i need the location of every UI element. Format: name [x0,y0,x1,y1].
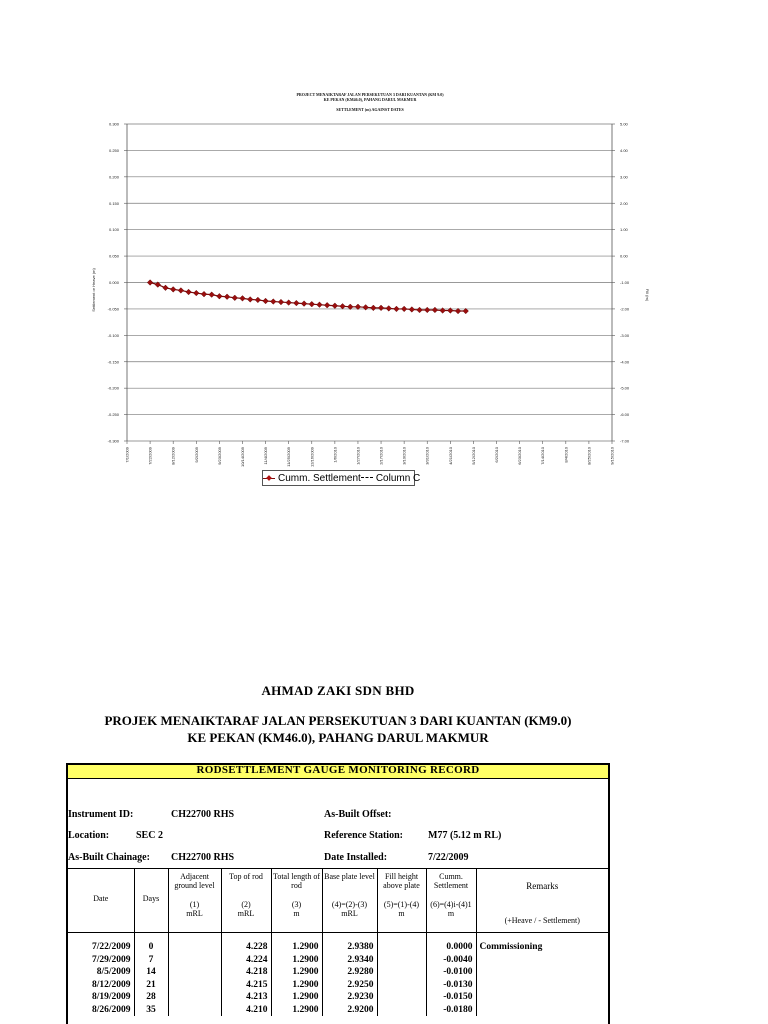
cell-fill [377,1004,426,1017]
data-point-marker [294,300,300,306]
x-tick-label: 9/15/2010 [609,447,615,465]
y-tick-label: -0.300 [107,438,119,444]
cell-days: 35 [134,1004,168,1017]
cell-date: 8/26/2009 [68,1004,134,1017]
y2-tick-label: 2.00 [620,200,628,206]
location-label: Location: [68,830,110,841]
column-header-unit: (+Heave / - Settlement) [504,916,580,925]
record-title: RODSETTLEMENT GAUGE MONITORING RECORD [68,765,608,779]
x-tick-label: 8/4/2010 [563,447,569,463]
data-point-marker [278,299,284,305]
y2-tick-label: -5.00 [620,385,630,391]
offset-label: As-Built Offset: [324,809,392,820]
y2-tick-label: 4.00 [620,147,628,153]
data-point-marker [324,302,330,308]
column-header-title: Remarks [526,881,559,891]
cell-fill [377,991,426,1004]
data-point-marker [394,306,400,312]
y2-tick-label: -4.00 [620,359,630,365]
data-point-marker [409,307,415,313]
cell-base: 2.9380 [322,933,377,954]
cell-date: 8/19/2009 [68,991,134,1004]
chainage-value: CH22700 RHS [171,852,235,863]
cell-days: 21 [134,979,168,992]
data-point-marker [147,280,153,286]
x-tick-label: 1/27/2010 [355,447,361,465]
x-tick-label: 9/2/2009 [193,447,199,463]
column-header-unit: (3) m [291,900,302,918]
x-tick-label: 7/1/2009 [124,447,130,463]
x-tick-label: 12/16/2009 [309,447,315,468]
reference-station-value: M77 (5.12 m RL) [428,830,502,841]
cell-length: 1.2900 [271,991,322,1004]
y2-tick-label: -1.00 [620,280,630,285]
x-tick-label: 8/25/2010 [586,447,592,465]
x-tick-label: 11/4/2009 [263,447,269,465]
x-tick-label: 9/23/2009 [216,447,222,465]
cell-remark [476,954,608,967]
data-point-marker [432,307,438,313]
chainage-label: As-Built Chainage: [68,852,150,863]
column-header-unit: (2) mRL [237,900,255,918]
instrument-id-label: Instrument ID: [68,809,134,820]
cell-fill [377,933,426,954]
date-installed-label: Date Installed: [324,852,388,863]
column-header [134,869,168,933]
cell-date: 8/5/2009 [68,966,134,979]
cell-remark [476,1004,608,1017]
column-header [322,869,377,933]
table-row [68,979,608,992]
cell-date: 7/29/2009 [68,954,134,967]
data-point-marker [363,305,369,311]
project-title-line1: PROJEK MENAIKTARAF JALAN PERSEKUTUAN 3 DARI KUANTAN (KM9.0) [104,713,572,728]
data-point-marker [255,297,261,303]
x-tick-label: 5/12/2010 [470,447,476,465]
y-tick-label: 0.150 [108,200,119,206]
column-header-title: Top of rod [229,872,263,881]
readings-table [68,869,608,1016]
cell-length: 1.2900 [271,966,322,979]
data-point-marker [317,302,323,308]
y2-tick-label: -6.00 [620,412,630,418]
cell-ground [168,1004,221,1017]
cell-settle: -0.0130 [426,979,476,992]
table-row [68,991,608,1004]
column-header-unit: (5)=(1)-(4) m [383,900,420,918]
column-header [476,869,608,933]
y-tick-label: -0.250 [107,412,119,418]
y2-axis-label: Fill (m) [645,288,650,302]
cell-base: 2.9280 [322,966,377,979]
cell-settle: 0.0000 [426,933,476,954]
cell-top: 4.224 [221,954,271,967]
y2-tick-label: -2.00 [620,306,630,312]
x-tick-label: 3/31/2010 [424,447,430,465]
cell-base: 2.9250 [322,979,377,992]
y-tick-label: 0.050 [108,253,119,259]
monitoring-record [66,763,610,1024]
y-tick-label: 0.100 [108,227,119,233]
date-installed-value: 7/22/2009 [428,852,469,863]
settlement-chart [0,0,768,470]
y2-tick-label: 1.00 [620,227,628,233]
data-point-marker [232,295,238,301]
table-row [68,966,608,979]
x-tick-label: 8/12/2009 [170,447,176,465]
cell-top: 4.215 [221,979,271,992]
column-header [68,869,134,933]
column-header-title: Days [142,894,160,903]
cell-top: 4.210 [221,1004,271,1017]
column-header-title: Adjacent ground level [174,872,215,890]
x-tick-label: 7/14/2010 [540,447,546,465]
cell-ground [168,933,221,954]
instrument-id-value: CH22700 RHS [171,809,235,820]
data-point-marker [178,288,184,294]
table-row [68,933,608,954]
cell-length: 1.2900 [271,1004,322,1017]
data-point-marker [163,285,169,291]
reference-station-label: Reference Station: [324,830,403,841]
data-point-marker [309,301,315,307]
dashed-line-icon [361,477,373,479]
data-point-marker [417,307,423,313]
data-point-marker [217,293,223,299]
cell-ground [168,966,221,979]
y2-tick-label: 3.00 [620,174,628,180]
cell-settle: -0.0040 [426,954,476,967]
data-point-marker [371,305,377,311]
x-tick-label: 2/17/2010 [378,447,384,465]
column-header-title: Cumm. Settlement [433,872,469,890]
cell-date: 7/22/2009 [68,933,134,954]
column-header-unit: (1) mRL [186,900,203,918]
cell-base: 2.9230 [322,991,377,1004]
cell-top: 4.213 [221,991,271,1004]
data-point-marker [193,290,199,296]
cell-length: 1.2900 [271,933,322,954]
chart-title-line3: SETTLEMENT (m) AGAINST DATES [336,107,404,112]
data-point-marker [270,299,276,305]
column-header-title: Base plate level [324,872,375,881]
data-point-marker [301,301,307,307]
x-tick-label: 6/2/2010 [494,447,500,463]
y-tick-label: -0.150 [107,359,119,365]
x-tick-label: 4/21/2010 [447,447,453,465]
cell-ground [168,979,221,992]
y-tick-label: 0.000 [108,280,119,285]
data-point-marker [209,292,215,298]
data-point-marker [386,306,392,312]
data-point-marker [448,308,454,314]
data-point-marker [240,296,246,302]
y2-tick-label: -3.00 [620,332,630,338]
cell-date: 8/12/2009 [68,979,134,992]
legend-label-column-c: Column C [375,472,421,484]
data-point-marker [263,298,269,304]
x-tick-label: 6/23/2010 [517,447,523,465]
project-title-line2: KE PEKAN (KM46.0), PAHANG DARUL MAKMUR [187,730,489,745]
data-point-marker [401,306,407,312]
data-point-marker [424,307,430,313]
cell-length: 1.2900 [271,979,322,992]
legend-item-settlement [263,473,361,484]
diamond-marker-icon [263,475,275,481]
company-name: AHMAD ZAKI SDN BHD [261,683,415,698]
cell-top: 4.218 [221,966,271,979]
instrument-info [68,779,608,869]
y-tick-label: 0.200 [108,174,119,180]
cell-base: 2.9340 [322,954,377,967]
x-tick-label: 3/10/2010 [401,447,407,465]
column-header [377,869,426,933]
cell-ground [168,991,221,1004]
cell-days: 14 [134,966,168,979]
chart-title-line2: KE PEKAN (KM46.0), PAHANG DARUL MAKMUR [323,97,417,102]
cell-days: 7 [134,954,168,967]
y-tick-label: -0.050 [107,306,119,312]
cell-fill [377,954,426,967]
data-point-marker [224,294,230,300]
cell-remark [476,979,608,992]
x-tick-label: 1/6/2010 [332,447,338,463]
column-header-unit: (6)=(4)i-(4)1 m [430,900,472,918]
cell-ground [168,954,221,967]
chart-legend [262,470,421,486]
data-point-marker [332,303,338,309]
table-row [68,954,608,967]
data-point-marker [440,308,446,314]
y-axis-label: Settlement or Heave (m) [91,268,96,312]
y-tick-label: 0.300 [108,121,119,127]
data-point-marker [247,297,253,303]
cell-days: 0 [134,933,168,954]
cell-remark [476,991,608,1004]
column-header-title: Total length of rod [273,872,320,890]
x-tick-label: 11/25/2009 [286,447,292,467]
y-tick-label: -0.100 [107,332,119,338]
y2-tick-label: 0.00 [620,253,628,259]
column-header-title: Fill height above plate [383,872,420,890]
y-tick-label: -0.200 [107,385,119,391]
data-point-marker [201,291,207,297]
cell-days: 28 [134,991,168,1004]
data-point-marker [286,300,292,306]
column-header [426,869,476,933]
data-point-marker [170,287,176,293]
cell-remark: Commissioning [479,942,543,952]
data-point-marker [378,305,384,311]
y2-tick-label: -7.00 [620,438,630,444]
column-header [168,869,221,933]
cell-top: 4.228 [221,933,271,954]
cell-settle: -0.0100 [426,966,476,979]
x-tick-label: 7/22/2009 [147,447,153,465]
legend-item-column-c [361,473,420,484]
cell-remark [476,966,608,979]
cell-fill [377,979,426,992]
table-header-row [68,869,608,933]
column-header-unit: (4)=(2)-(3) mRL [331,900,368,918]
location-value: SEC 2 [136,830,163,841]
column-header [221,869,271,933]
data-point-marker [340,303,346,309]
legend-label-settlement: Cumm. Settlement [278,472,361,484]
data-point-marker [186,289,192,295]
cell-length: 1.2900 [271,954,322,967]
x-tick-label: 10/14/2009 [239,447,245,468]
settlement-series-line [150,283,466,312]
y2-tick-label: 5.00 [620,121,628,127]
column-header-title: Date [93,894,109,903]
cell-base: 2.9200 [322,1004,377,1017]
column-header [271,869,322,933]
table-row [68,1004,608,1017]
y-tick-label: 0.250 [108,147,119,153]
project-title [0,712,676,746]
cell-settle: -0.0150 [426,991,476,1004]
cell-fill [377,966,426,979]
chart-title-line1: PROJECT MENAIKTARAF JALAN PERSEKUTUAN 3 DARI KUANTAN (KM 9.0) [296,92,444,97]
cell-settle: -0.0180 [426,1004,476,1017]
